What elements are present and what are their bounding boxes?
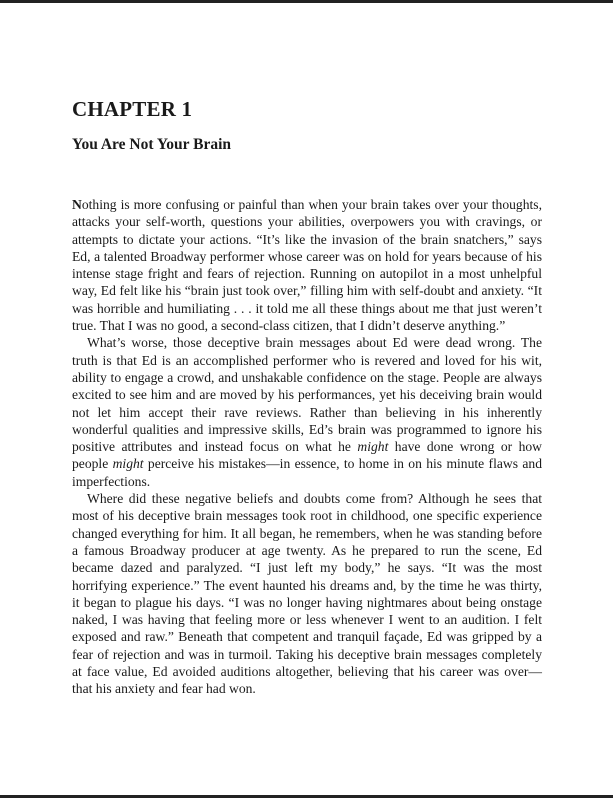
paragraph-1 bbox=[72, 196, 542, 334]
lead-letter: N bbox=[72, 197, 82, 212]
top-rule bbox=[0, 0, 613, 3]
chapter-title: CHAPTER 1 bbox=[72, 97, 193, 121]
paragraph-3: Where did these negative beliefs and doubts come from? Although he sees that most of his deceptive brain messages took root in childhood, one specific experience changed everything for him. It all began, he remembers, when he was standing before a famous Broadway producer at age twenty. As he prepared to run the scene, Ed became dazed and paralyzed. “I just left my body,” he says. “It was the most horrifying experience.” The event haunted his dreams and, by the time he was thirty, it began to plague his days. “I was no longer having nightmares about being onstage naked, I was having that feeling more or less whenever I went to an audition. I felt exposed and raw.” Beneath that competent and tranquil façade, Ed was gripped by a fear of rejection and was in turmoil. Taking his deceptive brain messages completely at face value, Ed avoided auditions altogether, believing that his career was over—that his anxiety and fear had won. bbox=[72, 491, 542, 697]
paragraph-1-text: othing is more confusing or painful than when your brain takes over your thoughts, attacks your self-worth, questions your abilities, overpowers you with cravings, or attempts to dictate your actions. “It’s like the invasion of the brain snatchers,” says Ed, a talented Broadway performer whose career was on hold for years because of his intense stage fright and fears of rejection. Running on autopilot in a most unhelpful way, Ed felt like his “brain just took over,” filling him with self-doubt and anxiety. “It was horrible and humiliating . . . it told me all these things about me that just weren’t true. That I was no good, a second-class citizen, that I didn’t deserve anything.” bbox=[72, 197, 542, 334]
body-text bbox=[72, 196, 542, 698]
bottom-rule bbox=[0, 795, 613, 798]
paragraph-2-text-c: perceive his mistakes—in essence, to home in on his minute flaws and imperfections. bbox=[72, 456, 542, 489]
paragraph-2-text-b: have done wrong or how people bbox=[72, 439, 542, 472]
paragraph-2-text-a: What’s worse, those deceptive brain messages about Ed were dead wrong. The truth is that Ed is an accomplished performer who is revered and loved for his wit, ability to engage a crowd, and unshakable confidence on the stage. People are always excited to see him and are moved by his performances, yet his deceiving brain would not let him accept their rave reviews. Rather than believing in his inherently wonderful qualities and impressive skills, Ed’s brain was programmed to ignore his positive attributes and instead focus on what he bbox=[72, 335, 542, 455]
emphasis-might-1: might bbox=[357, 439, 389, 455]
chapter-subtitle: You Are Not Your Brain bbox=[72, 136, 232, 153]
paragraph-2 bbox=[72, 334, 542, 490]
emphasis-might-2: might bbox=[112, 456, 144, 472]
